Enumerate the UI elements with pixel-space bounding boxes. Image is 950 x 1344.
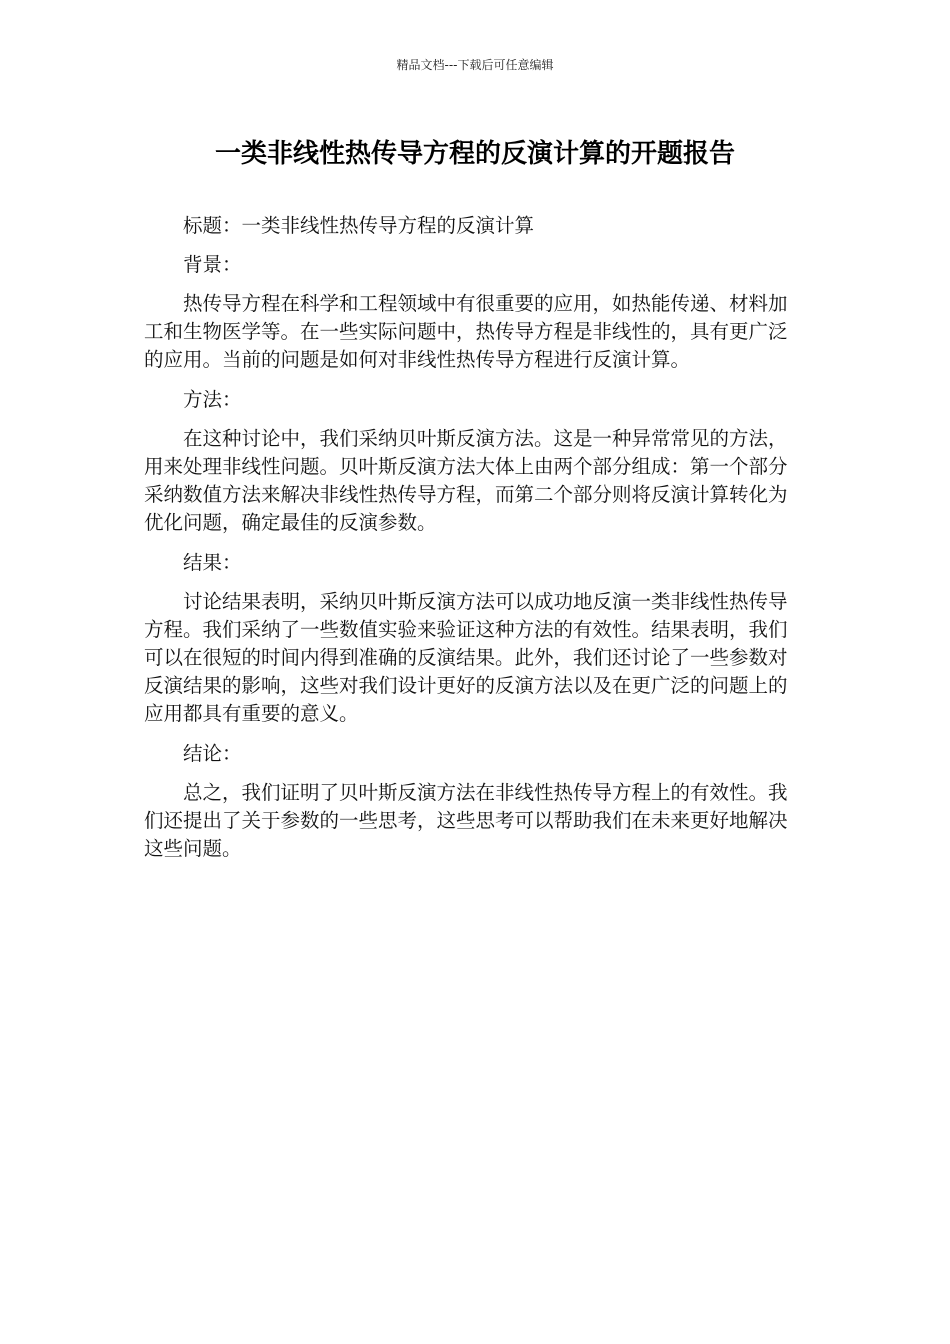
results-paragraph: 讨论结果表明，采纳贝叶斯反演方法可以成功地反演一类非线性热传导方程。我们采纳了一些数值实验来验证这种方法的有效性。结果表明，我们可以在很短的时间内得到准确的反演结果。此外，我们还讨论了一些参数对反演结果的影响，这些对我们设计更好的反演方法以及在更广泛的问题上的应用都具有重要的意义。 (144, 590, 788, 725)
document-body (144, 212, 804, 875)
title-line: 标题：一类非线性热传导方程的反演计算 (183, 214, 535, 237)
document-title: 一类非线性热传导方程的反演计算的开题报告 (214, 139, 735, 169)
method-paragraph: 在这种讨论中，我们采纳贝叶斯反演方法。这是一种异常常见的方法，用来处理非线性问题。贝叶斯反演方法大体上由两个部分组成：第一个部分采纳数值方法来解决非线性热传导方程，而第二个部分则将反演计算转化为优化问题，确定最佳的反演参数。 (144, 427, 788, 534)
method-heading: 方法： (183, 388, 242, 411)
conclusion-heading: 结论： (183, 742, 242, 765)
results-heading: 结果： (183, 551, 242, 574)
background-paragraph: 热传导方程在科学和工程领域中有很重要的应用，如热能传递、材料加工和生物医学等。在一些实际问题中，热传导方程是非线性的，具有更广泛的应用。当前的问题是如何对非线性热传导方程进行反演计算。 (144, 292, 788, 371)
header-note: 精品文档---下载后可任意编辑 (396, 58, 554, 72)
conclusion-paragraph: 总之，我们证明了贝叶斯反演方法在非线性热传导方程上的有效性。我们还提出了关于参数的一些思考，这些思考可以帮助我们在未来更好地解决这些问题。 (144, 781, 788, 860)
background-heading: 背景： (183, 253, 242, 276)
